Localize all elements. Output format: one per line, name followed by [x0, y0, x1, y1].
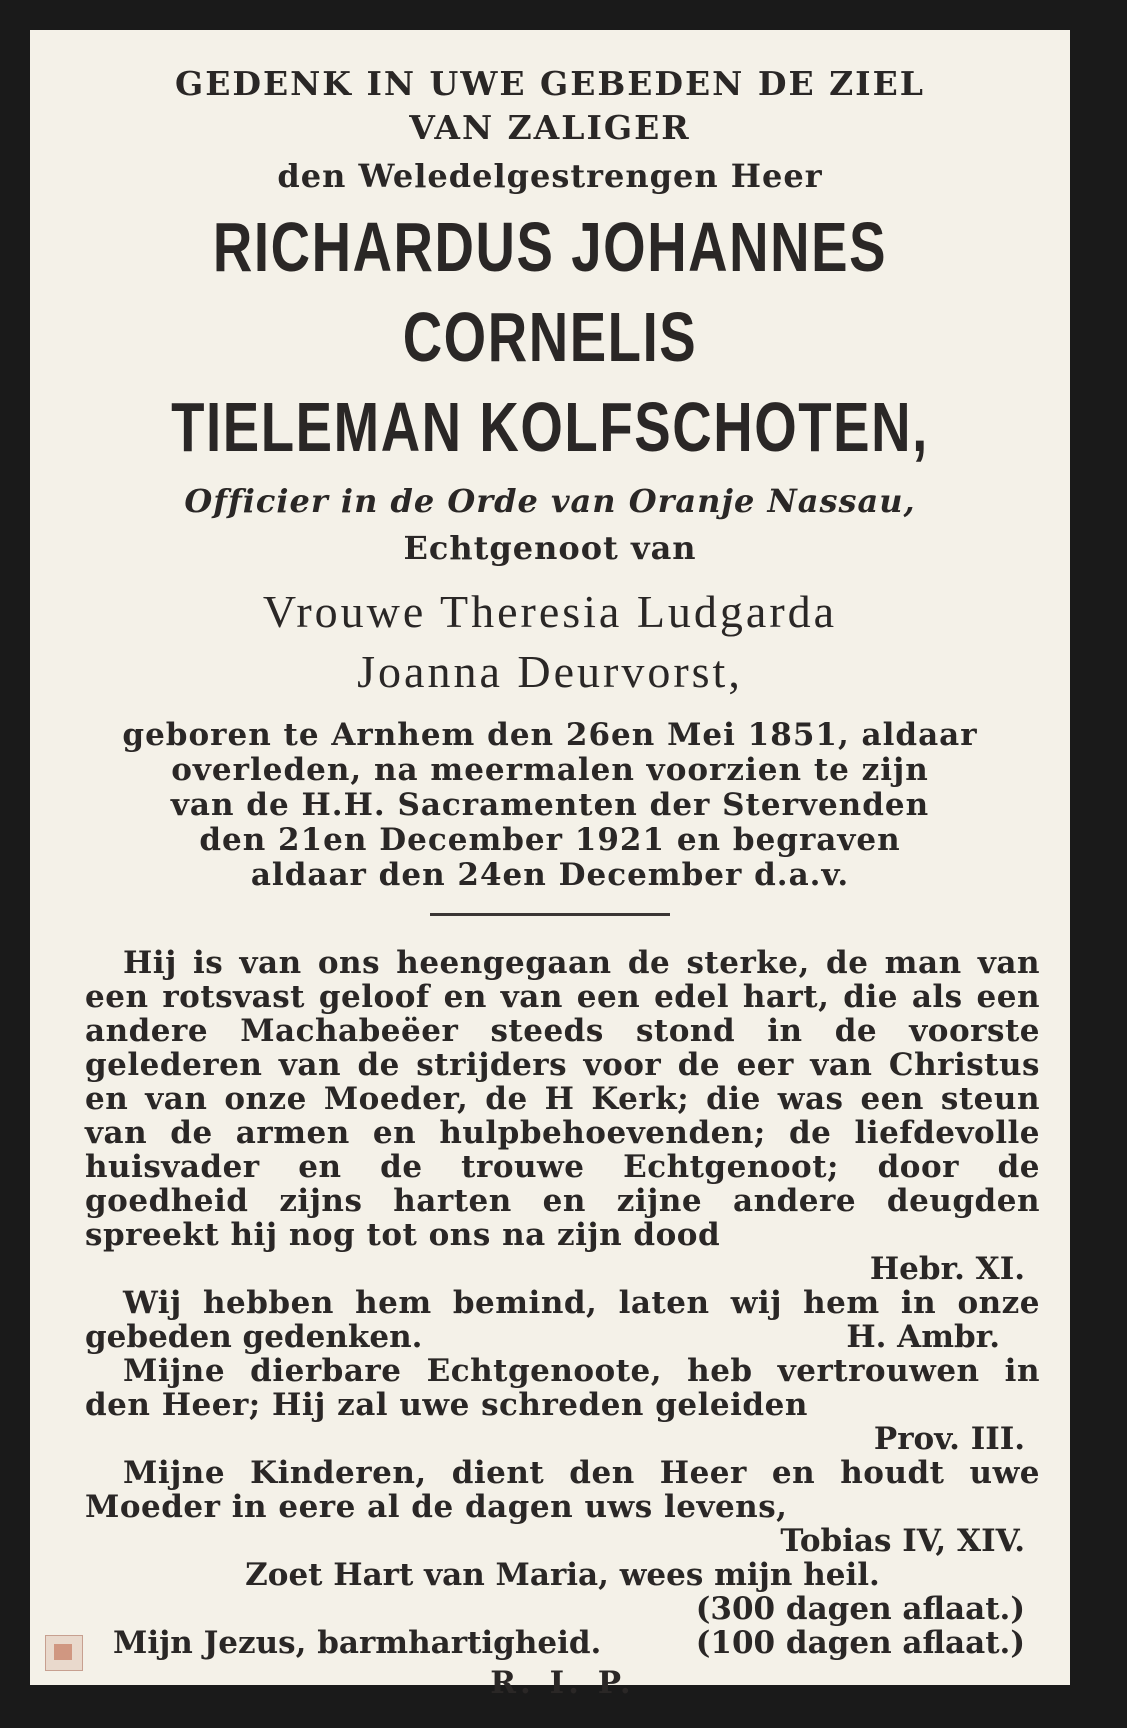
fact-line: den 21en December 1921 en begraven: [199, 822, 901, 858]
spouse-name-line-1: Vrouwe Theresia Ludgarda: [262, 586, 838, 637]
paragraph-remembrance-1: Wij hebben hem bemind, laten wij hem in onze: [123, 1285, 1040, 1321]
paragraph-spouse: Mijne dierbare Echtgenoote, heb vertrouwen in den Heer; Hij zal uwe schreden geleiden: [85, 1353, 1040, 1423]
fact-line: van de H.H. Sacramenten der Stervenden: [170, 787, 930, 823]
fact-line: geboren te Arnhem den 26en Mei 1851, aldaar: [122, 717, 978, 753]
collection-stamp-icon: [45, 1635, 83, 1671]
fact-line: overleden, na meermalen voorzien te zijn: [171, 752, 929, 788]
header-line-2: VAN ZALIGER: [409, 108, 691, 147]
reference-tobias: Tobias IV, XIV.: [780, 1523, 1025, 1559]
prayer-jesus: Mijn Jezus, barmhartigheid.: [113, 1625, 602, 1661]
memorial-text: [30, 946, 1070, 1700]
fact-line: aldaar den 24en December d.a.v.: [250, 857, 850, 893]
card-paper: [30, 30, 1070, 1701]
deceased-name-line-1: RICHARDUS JOHANNES CORNELIS: [212, 208, 888, 376]
rip: R. I. P.: [490, 1665, 635, 1701]
header-line-1: GEDENK IN UWE GEBEDEN DE ZIEL: [175, 64, 925, 103]
deceased-title: Officier in de Orde van Oranje Nassau,: [184, 482, 916, 520]
paragraph-tribute: Hij is van ons heengegaan de sterke, de man van een rotsvast geloof en van een edel hart, die als een andere Machabeëer steeds stond in de voorste gelederen van de strijders voor de eer van Christus en van onze Moeder, de H Kerk; die was een steun van de armen en hulpbehoevenden; de liefdevolle huisvader en de trouwe Echtgenoot; door de goedheid zijns harten en zijne andere deugden spreekt hij nog tot ons na zijn dood: [85, 945, 1040, 1253]
paragraph-children: Mijne Kinderen, dient den Heer en houdt uwe Moeder in eere al de dagen uws levens,: [85, 1455, 1040, 1525]
deceased-name-line-2: TIELEMAN KOLFSCHOTEN,: [171, 388, 929, 466]
header-line-3: den Weledelgestrengen Heer: [277, 157, 823, 195]
indulgence-100: (100 dagen aflaat.): [695, 1625, 1025, 1661]
reference-hebrews: Hebr. XI.: [869, 1251, 1025, 1287]
divider-rule: [430, 913, 670, 916]
spouse-intro: Echtgenoot van: [403, 529, 697, 567]
reference-proverbs: Prov. III.: [873, 1421, 1025, 1457]
reference-ambrose: H. Ambr.: [846, 1319, 1000, 1355]
indulgence-300: (300 dagen aflaat.): [695, 1591, 1025, 1627]
spouse-name-line-2: Joanna Deurvorst,: [357, 646, 743, 697]
prayer-mary: Zoet Hart van Maria, wees mijn heil.: [245, 1557, 880, 1593]
paragraph-remembrance-2: gebeden gedenken.: [85, 1319, 423, 1355]
